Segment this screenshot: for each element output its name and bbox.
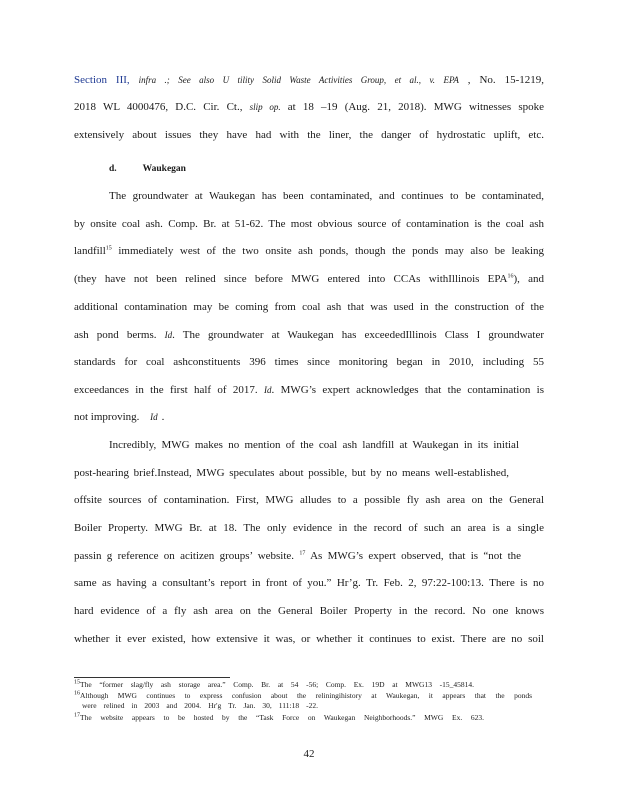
footnote-ref-15[interactable]: 15 bbox=[105, 245, 112, 252]
text-span: 2018 WL 4000476, D.C. Cir. Ct., bbox=[74, 101, 243, 113]
footnote-text: The “former slag/fly ash storage area.” Comp. Br. at 54 -56; Comp. Ex. 19D at MWG13 -15_45814. bbox=[80, 680, 474, 689]
paragraph-1-line-2 bbox=[74, 100, 544, 114]
paragraph-3-line-1: Incredibly, MWG makes no mention of the coal ash landfill at Waukegan in its initial bbox=[109, 439, 519, 451]
id-italic: Id bbox=[264, 385, 272, 395]
section-link[interactable]: Section III, bbox=[74, 74, 130, 86]
text-span: exceedances in the first half of 2017. bbox=[74, 384, 258, 396]
footnote-15 bbox=[74, 680, 474, 689]
text-span: passin g reference on acitizen groups’ website. bbox=[74, 550, 295, 562]
paragraph-2-line-7: standards for coal ashconstituents 396 times since monitoring began in 2010, including 55 bbox=[74, 356, 544, 368]
footnote-text: Although MWG continues to express confusion about the reliningihistory at Waukegan, it appears that the ponds bbox=[80, 691, 532, 700]
paragraph-3-line-5 bbox=[74, 549, 521, 563]
paragraph-1-line-1 bbox=[74, 73, 544, 87]
paragraph-2-line-3 bbox=[74, 244, 544, 258]
heading-label: Waukegan bbox=[142, 164, 186, 174]
footnote-number: 15 bbox=[74, 679, 80, 686]
text-span: ash pond berms. bbox=[74, 329, 157, 341]
id-italic: Id bbox=[150, 412, 158, 422]
text-span: . bbox=[161, 411, 165, 423]
citation-italic: infra .; See also U tility Solid Waste Activities Group, et al., v. EPA bbox=[138, 75, 459, 85]
paragraph-2-line-1: The groundwater at Waukegan has been contaminated, and continues to be contaminated, bbox=[109, 190, 544, 202]
footnote-16-continuation bbox=[82, 701, 318, 710]
paragraph-3-line-7: hard evidence of a fly ash area on the General Boiler Property in the record. No one knows bbox=[74, 605, 544, 617]
paragraph-3-line-4: Boiler Property. MWG Br. at 18. The only evidence in the record of such an area is a single bbox=[74, 522, 544, 534]
paragraph-1-line-3: extensively about issues they have had with the liner, the danger of hydrostatic uplift, etc. bbox=[74, 129, 544, 141]
footnote-divider bbox=[74, 677, 230, 678]
text-span: immediately west of the two onsite ash ponds, though the ponds may also be leaking bbox=[118, 245, 544, 257]
footnote-ref-16[interactable]: 16 bbox=[507, 273, 514, 280]
footnote-number: 17 bbox=[74, 712, 80, 719]
text-span: . The groundwater at Waukegan has exceededIllinois Class I groundwater bbox=[172, 329, 545, 341]
page-number: 42 bbox=[303, 748, 315, 760]
paragraph-3-line-2: post-hearing brief.Instead, MWG speculates about possible, but by no means well-established, bbox=[74, 467, 509, 479]
footnote-16 bbox=[74, 691, 532, 700]
text-span: at 18 –19 (Aug. 21, 2018). MWG witnesses spoke bbox=[287, 101, 544, 113]
paragraph-2-line-4 bbox=[74, 272, 544, 286]
section-heading bbox=[109, 164, 186, 174]
text-span: not improving. bbox=[74, 411, 140, 423]
citation-tail: , No. 15-1219, bbox=[467, 74, 545, 86]
paragraph-2-line-6 bbox=[74, 328, 544, 342]
text-span: (they have not been relined since before MWG entered into CCAs withIllinois EPA bbox=[74, 273, 508, 285]
paragraph-3-line-8: whether it ever existed, how extensive it was, or whether it continues to exist. There are no soil bbox=[74, 633, 544, 645]
id-italic: Id bbox=[164, 330, 173, 340]
footnote-text: The website appears to be hosted by the “Task Force on Waukegan Neighborhoods.” MWG Ex. 623. bbox=[80, 713, 484, 722]
footnote-number: 16 bbox=[74, 690, 80, 697]
paragraph-3-line-6: same as having a consultant’s report in front of you.” Hr’g. Tr. Feb. 2, 97:22-100:13. There is no bbox=[74, 577, 544, 589]
text-span: As MWG’s expert observed, that is “not the bbox=[310, 550, 522, 562]
heading-letter: d. bbox=[109, 164, 117, 174]
paragraph-2-line-9 bbox=[74, 410, 544, 424]
slip-op-italic: slip op. bbox=[249, 102, 281, 112]
paragraph-2-line-5: additional contamination may be coming from coal ash that was used in the construction of the bbox=[74, 301, 544, 313]
text-span: ), and bbox=[513, 273, 545, 285]
text-span: . MWG’s expert acknowledges that the contamination is bbox=[271, 384, 545, 396]
footnote-17 bbox=[74, 713, 484, 722]
text-span: landfill bbox=[74, 245, 106, 257]
paragraph-2-line-2: by onsite coal ash. Comp. Br. at 51-62. The most obvious source of contamination is the coal ash bbox=[74, 218, 544, 230]
paragraph-2-line-8 bbox=[74, 383, 544, 397]
paragraph-3-line-3: offsite sources of contamination. First, MWG alludes to a possible fly ash area on the General bbox=[74, 494, 544, 506]
footnote-ref-17[interactable]: 17 bbox=[299, 550, 306, 557]
footnote-text: were relined in 2003 and 2004. Hr'g Tr. Jan. 30, 111:18 -22. bbox=[82, 701, 318, 710]
